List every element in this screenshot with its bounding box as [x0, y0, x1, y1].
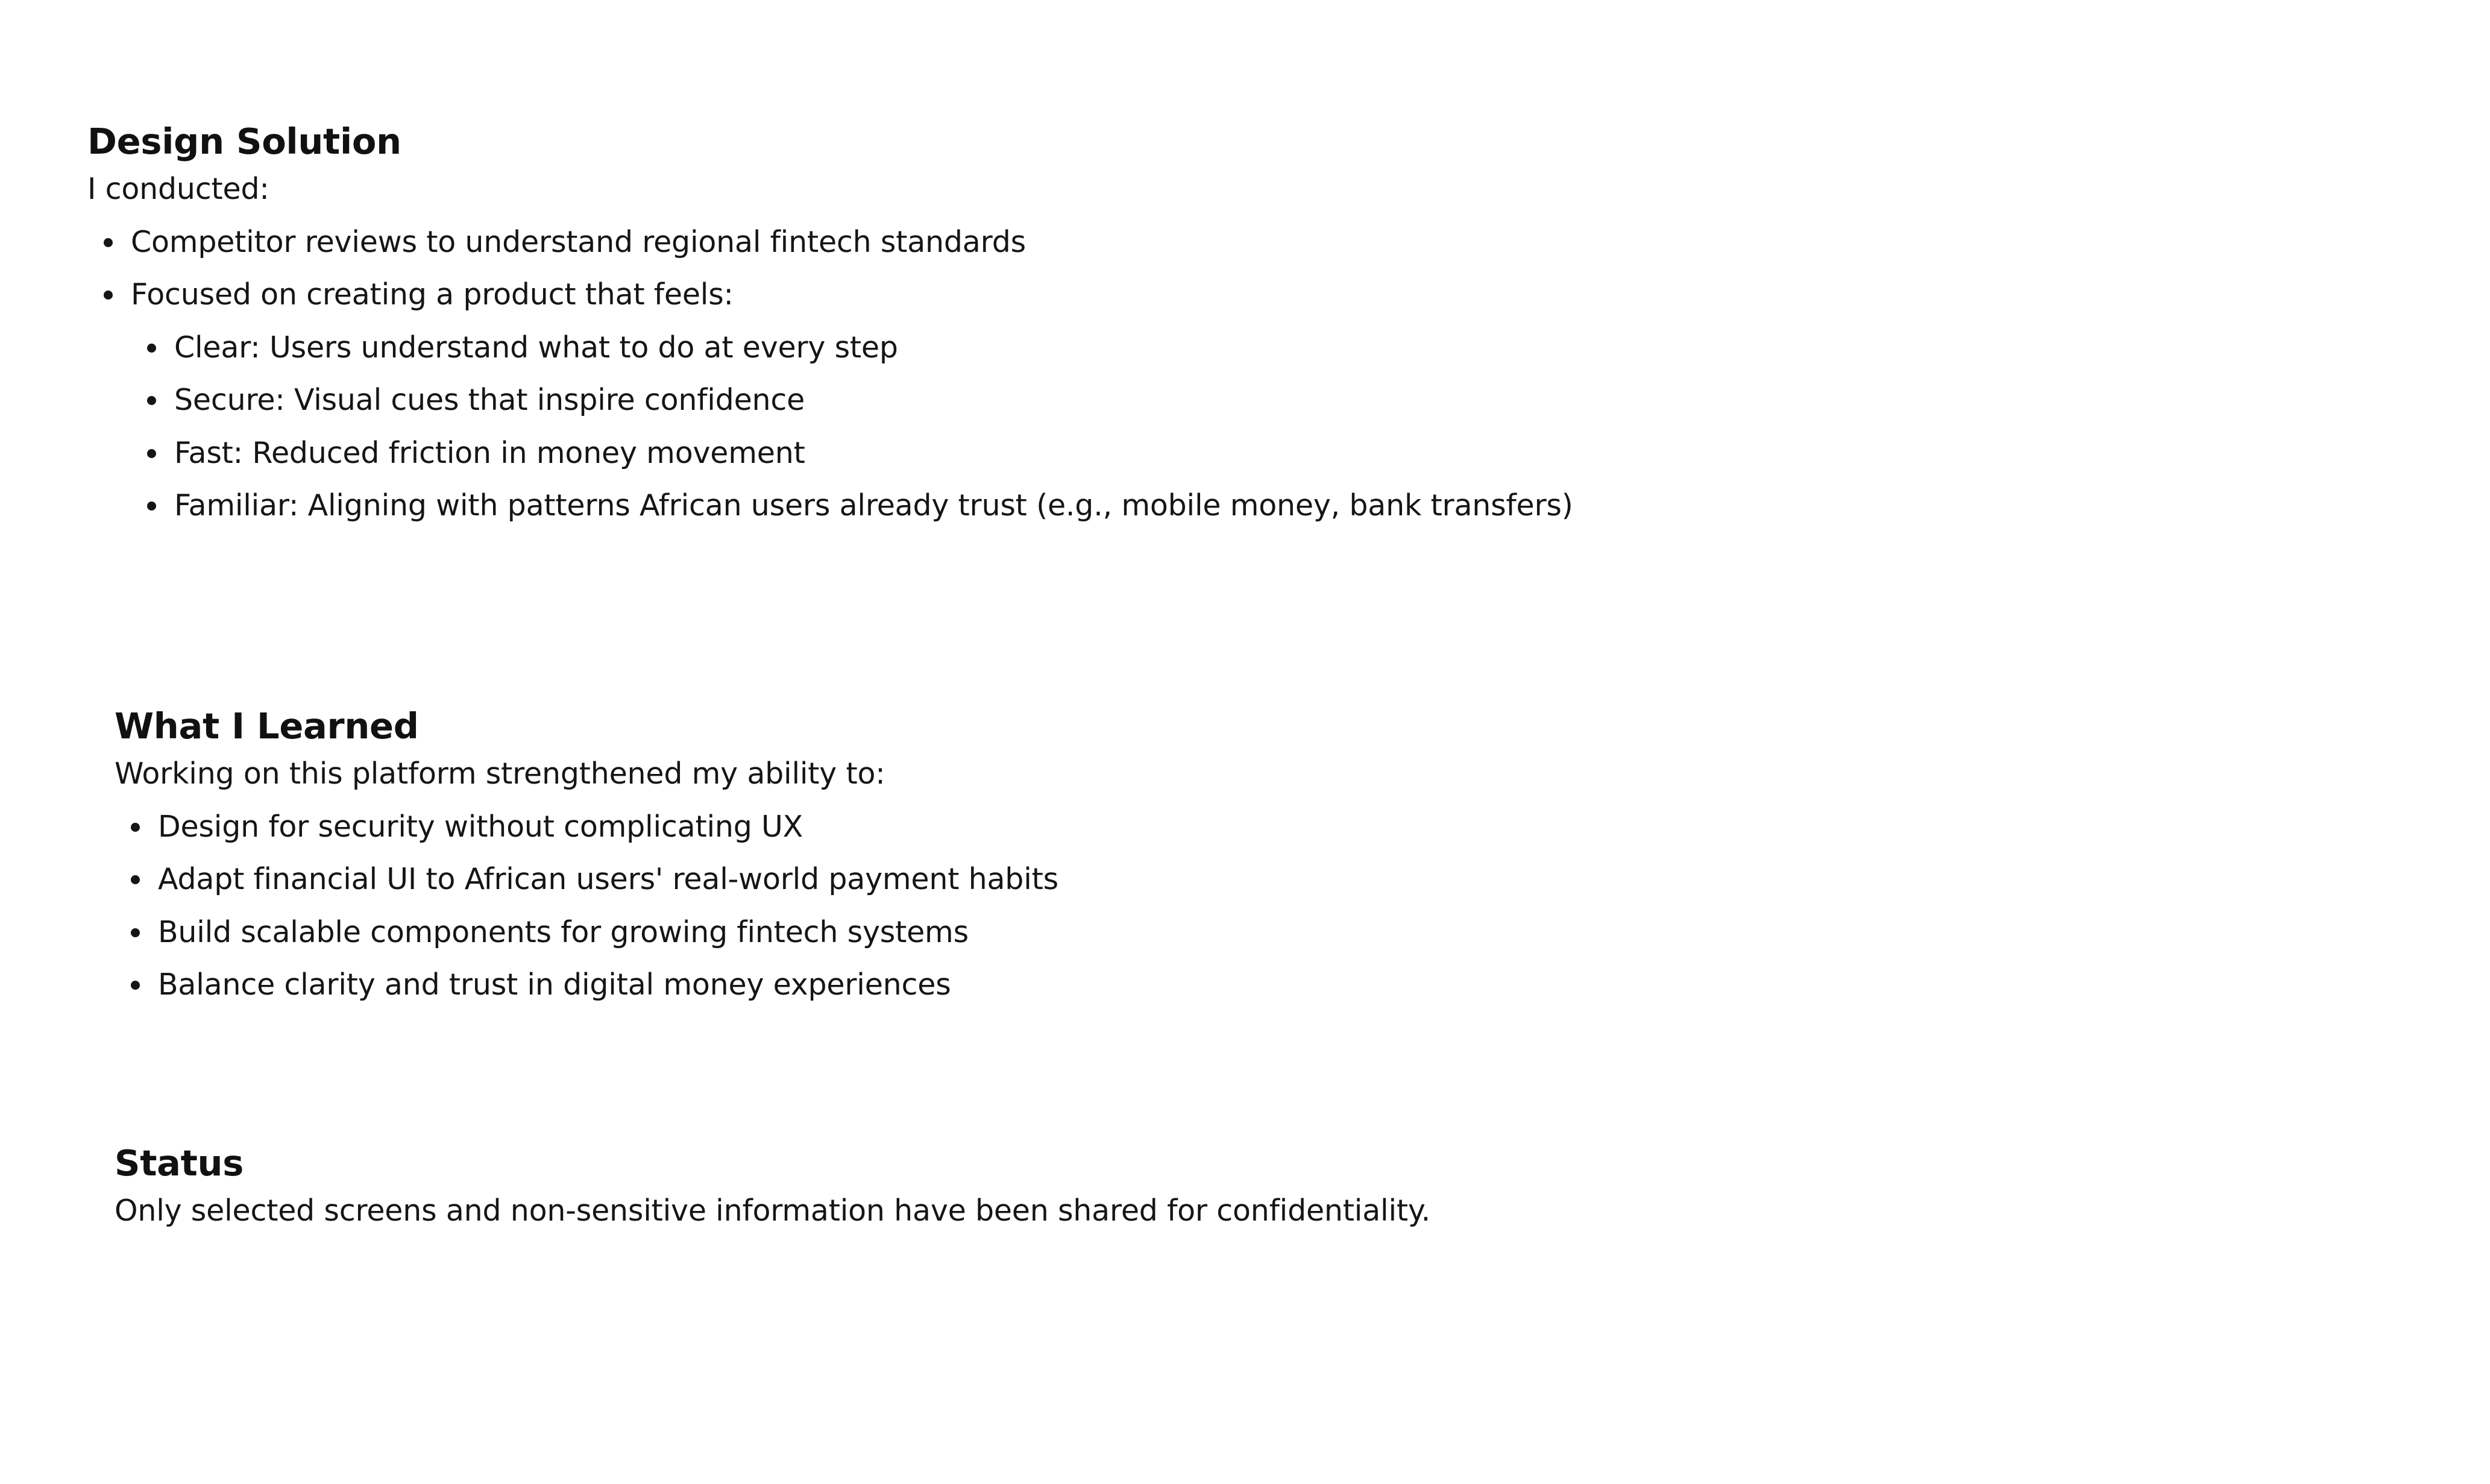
list-item: [87, 216, 1573, 269]
bullet-icon: [147, 396, 156, 405]
bullet-icon: [147, 344, 156, 353]
bullet-icon: [131, 928, 140, 937]
bullet-icon: [131, 823, 140, 832]
design-solution-heading: Design Solution: [87, 121, 401, 162]
list-item-text: Fast: Reduced friction in money movement: [174, 435, 805, 470]
product-qualities-list: [131, 321, 1573, 532]
bullet-icon: [147, 501, 156, 511]
what-i-learned-section: [115, 705, 1058, 1011]
list-item: [131, 479, 1573, 532]
status-text: Only selected screens and non-sensitive information have been shared for confidentiality.: [115, 1193, 1431, 1228]
status-heading: Status: [115, 1142, 244, 1184]
design-solution-list: [87, 216, 1573, 532]
list-item-text: Focused on creating a product that feels:: [131, 277, 734, 312]
list-item-text: Secure: Visual cues that inspire confidence: [174, 383, 805, 417]
list-item-text: Design for security without complicating UX: [158, 809, 803, 844]
what-i-learned-list: [115, 800, 1058, 1011]
list-item: [115, 853, 1058, 906]
list-item: [115, 800, 1058, 854]
list-item: [115, 958, 1058, 1011]
list-item-text: Clear: Users understand what to do at every step: [174, 330, 898, 365]
design-solution-section: [87, 121, 1573, 532]
bullet-icon: [147, 449, 156, 458]
bullet-icon: [104, 238, 113, 247]
list-item-text: Balance clarity and trust in digital money experiences: [158, 967, 951, 1002]
list-item: [131, 374, 1573, 427]
what-i-learned-heading: What I Learned: [115, 705, 419, 747]
list-item-text: Familiar: Aligning with patterns African users already trust (e.g., mobile money, bank transfers): [174, 488, 1573, 523]
list-item: [131, 321, 1573, 374]
list-item-text: Competitor reviews to understand regional fintech standards: [131, 224, 1026, 259]
list-item: [131, 427, 1573, 480]
design-solution-intro: I conducted:: [87, 172, 269, 206]
list-item-text: Adapt financial UI to African users' real-world payment habits: [158, 862, 1058, 896]
bullet-icon: [104, 291, 113, 300]
status-section: [115, 1142, 1430, 1237]
bullet-icon: [131, 981, 140, 990]
list-item: [115, 906, 1058, 959]
list-item: [87, 268, 1573, 532]
list-item-text: Build scalable components for growing fintech systems: [158, 914, 969, 949]
what-i-learned-intro: Working on this platform strengthened my ability to:: [115, 756, 885, 791]
bullet-icon: [131, 875, 140, 884]
